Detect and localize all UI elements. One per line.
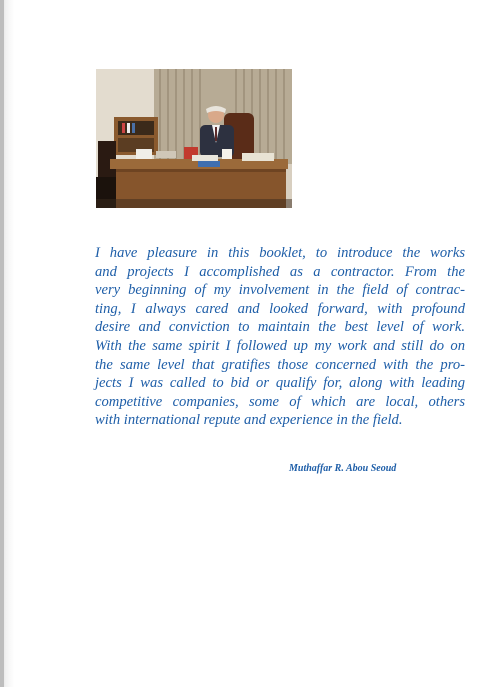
paragraph-line: jects I was called to bid or qualify for, along with leading — [95, 375, 465, 392]
paragraph-line: desire and conviction to maintain the best level of work. — [95, 319, 465, 336]
introduction-paragraph — [95, 244, 465, 430]
paragraph-line: and projects I accomplished as a contractor. From the — [95, 263, 465, 280]
author-signature: Muthaffar R. Abou Seoud — [289, 463, 397, 474]
page-spine-shadow — [0, 0, 4, 687]
paragraph-line: With the same spirit I followed up my work and still do on — [95, 337, 465, 354]
office-photo-illustration — [96, 69, 292, 208]
paragraph-line: I have pleasure in this booklet, to introduce the works — [95, 245, 465, 261]
paragraph-line: very beginning of my involvement in the field of contrac- — [95, 282, 465, 299]
paragraph-line: the same level that gratifies those concerned with the pro- — [95, 356, 465, 373]
portrait-photo — [96, 69, 292, 208]
paragraph-line: ting, I always cared and looked forward, with profound — [95, 300, 465, 317]
paragraph-line: competitive companies, some of which are local, others — [95, 393, 465, 410]
paragraph-line: with international repute and experience in the field. — [95, 412, 403, 429]
